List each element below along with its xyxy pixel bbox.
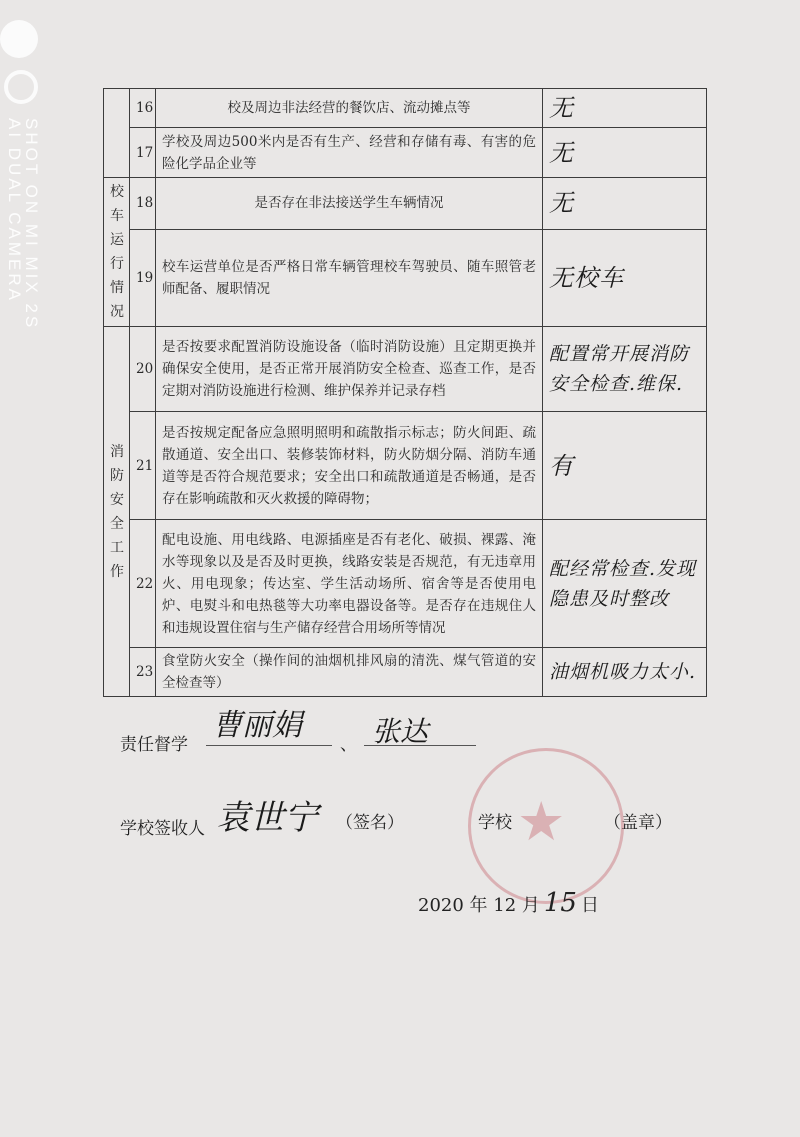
watermark-ring-icon bbox=[4, 70, 38, 104]
date-suffix: 日 bbox=[580, 895, 599, 916]
item-text: 是否存在非法接送学生车辆情况 bbox=[156, 178, 543, 230]
row-number: 17 bbox=[130, 128, 156, 178]
seal-star-icon: ★ bbox=[517, 790, 566, 853]
supervisor-signature-2: 张达 bbox=[372, 715, 429, 748]
table-row bbox=[104, 520, 707, 648]
inspection-table bbox=[103, 88, 707, 697]
row-number: 16 bbox=[130, 89, 156, 128]
signature-separator: 、 bbox=[340, 735, 357, 755]
row-number: 20 bbox=[130, 327, 156, 412]
row-number: 22 bbox=[130, 520, 156, 648]
table-row bbox=[104, 412, 707, 520]
row-number: 19 bbox=[130, 229, 156, 326]
answer-handwriting: 无 bbox=[543, 89, 707, 128]
answer-handwriting: 无 bbox=[543, 128, 707, 178]
sign-note: （签名） bbox=[336, 813, 404, 833]
signature-line bbox=[206, 745, 332, 746]
answer-handwriting: 无校车 bbox=[543, 229, 707, 326]
camera-watermark bbox=[0, 0, 40, 340]
item-text: 学校及周边500米内是否有生产、经营和存储有毒、有害的危险化学品企业等 bbox=[156, 128, 543, 178]
receiver-signature: 袁世宁 bbox=[216, 798, 318, 838]
table-row bbox=[104, 229, 707, 326]
date-day-handwriting: 15 bbox=[543, 888, 577, 918]
row-number: 23 bbox=[130, 648, 156, 697]
school-label: 学校 bbox=[478, 813, 512, 833]
item-text: 是否按规定配备应急照明照明和疏散指示标志；防火间距、疏散通道、安全出口、装修装饰材料，防火防烟分隔、消防车通道等是否符合规范要求；安全出口和疏散通道是否畅通，是否存在影响疏散和灭火救援的障碍物； bbox=[156, 412, 543, 520]
watermark-text: SHOT ON MI MIX 2S AI DUAL CAMERA bbox=[5, 118, 41, 331]
section-cell-blank bbox=[104, 89, 130, 178]
supervisor-signature-1: 曹丽娟 bbox=[212, 708, 302, 743]
answer-handwriting: 无 bbox=[543, 178, 707, 230]
watermark-dot-icon bbox=[0, 20, 38, 58]
section-label: 校车运行情况 bbox=[104, 178, 130, 327]
row-number: 18 bbox=[130, 178, 156, 230]
table-row bbox=[104, 89, 707, 128]
table-row bbox=[104, 327, 707, 412]
item-text: 校及周边非法经营的餐饮店、流动摊点等 bbox=[156, 89, 543, 128]
table-row bbox=[104, 648, 707, 697]
supervisor-label: 责任督学 bbox=[120, 735, 188, 755]
answer-handwriting: 配置常开展消防安全检查.维保. bbox=[543, 327, 707, 412]
row-number: 21 bbox=[130, 412, 156, 520]
answer-handwriting: 配经常检查.发现隐患及时整改 bbox=[543, 520, 707, 648]
answer-handwriting: 油烟机吸力太小. bbox=[543, 648, 707, 697]
date-year-month: 2020 年 12 月 bbox=[418, 895, 540, 916]
seal-note: （盖章） bbox=[604, 813, 672, 833]
table-row bbox=[104, 178, 707, 230]
item-text: 配电设施、用电线路、电源插座是否有老化、破损、裸露、淹水等现象以及是否及时更换，线路安装是否规范，有无违章用火、用电现象；传达室、学生活动场所、宿舍等是否使用电炉、电熨斗和电热毯等大功率电器设备等。是否存在违规住人和违规设置住宿与生产储存经营合用场所等情况 bbox=[156, 520, 543, 648]
item-text: 是否按要求配置消防设施设备（临时消防设施）且定期更换并确保安全使用，是否正常开展消防安全检查、巡查工作，是否定期对消防设施进行检测、维护保养并记录存档 bbox=[156, 327, 543, 412]
answer-handwriting: 有 bbox=[543, 412, 707, 520]
sign-date bbox=[418, 888, 599, 918]
receiver-label: 学校签收人 bbox=[120, 819, 205, 839]
signature-line bbox=[364, 745, 476, 746]
table-row bbox=[104, 128, 707, 178]
section-label: 消防安全工作 bbox=[104, 327, 130, 697]
item-text: 食堂防火安全（操作间的油烟机排风扇的清洗、煤气管道的安全检查等） bbox=[156, 648, 543, 697]
item-text: 校车运营单位是否严格日常车辆管理校车驾驶员、随车照管老师配备、履职情况 bbox=[156, 229, 543, 326]
